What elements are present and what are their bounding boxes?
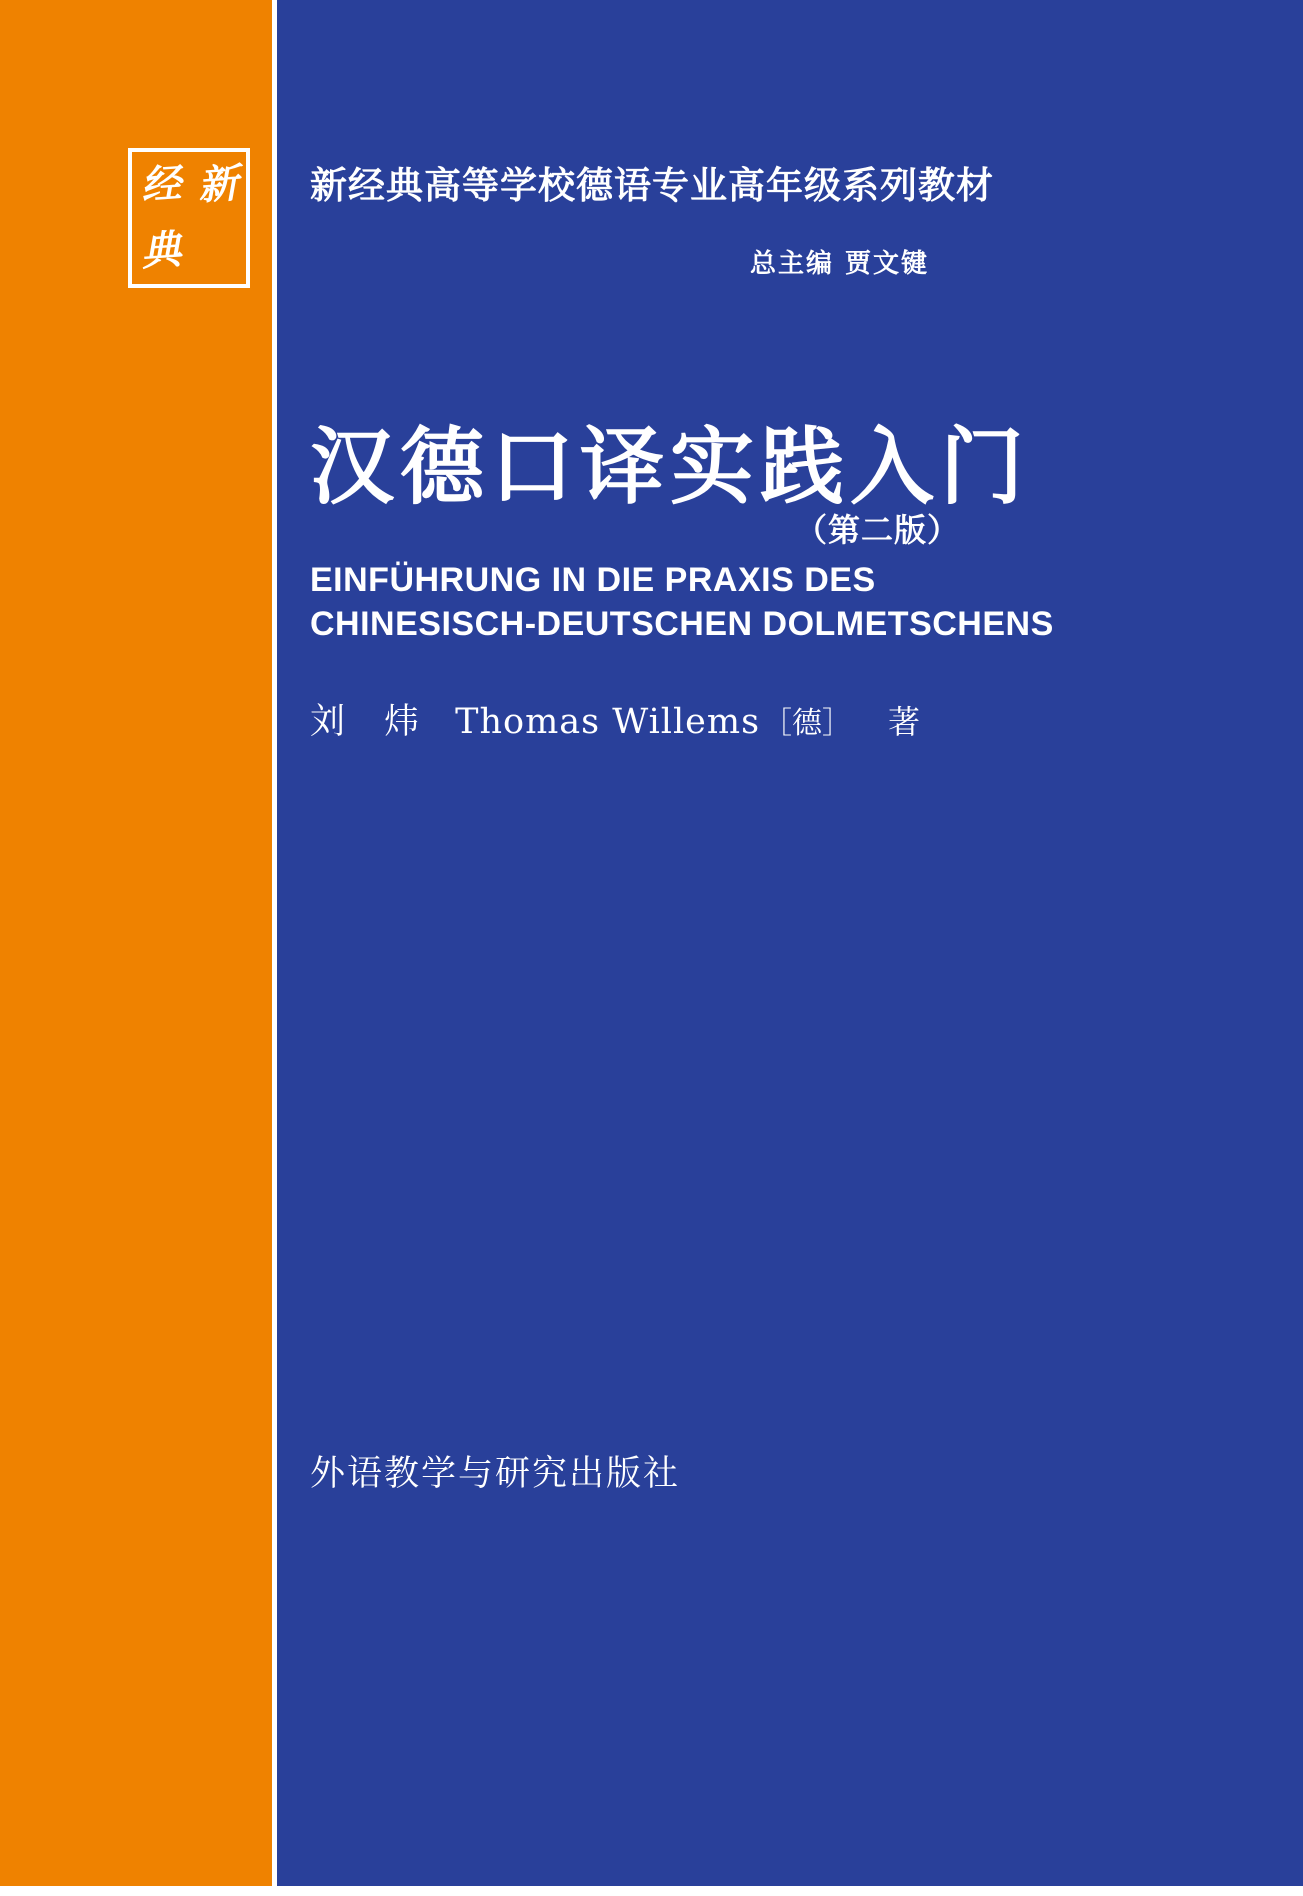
edition-label: （第二版） xyxy=(794,511,960,549)
seal-char-dian: 典 xyxy=(138,225,183,276)
author-country-mark: ［德］ xyxy=(762,706,853,741)
series-title: 新经典高等学校德语专业高年级系列教材 xyxy=(310,164,994,207)
german-subtitle-line2: CHINESISCH-DEUTSCHEN DOLMETSCHENS xyxy=(310,605,1054,644)
series-seal-logo xyxy=(128,148,250,288)
publisher-name: 外语教学与研究出版社 xyxy=(310,1454,681,1494)
band-divider xyxy=(272,0,277,1896)
seal-char-new: 新 xyxy=(195,159,240,210)
german-subtitle-line1: EINFÜHRUNG IN DIE PRAXIS DES xyxy=(310,561,876,599)
author-line xyxy=(310,694,920,744)
author-role-label: 著 xyxy=(888,703,921,741)
chief-editor-line: 总主编 贾文键 xyxy=(750,249,930,279)
page-title: 汉德口译实践入门 xyxy=(310,418,1031,516)
german-subtitle xyxy=(310,558,1054,646)
seal-grid xyxy=(132,152,246,284)
author-chinese-name: 刘 炜 xyxy=(310,702,434,742)
bottom-white-strip xyxy=(0,1886,1303,1896)
seal-char-classic: 经 xyxy=(138,159,183,210)
author-german-name: Thomas Willems xyxy=(455,702,761,742)
